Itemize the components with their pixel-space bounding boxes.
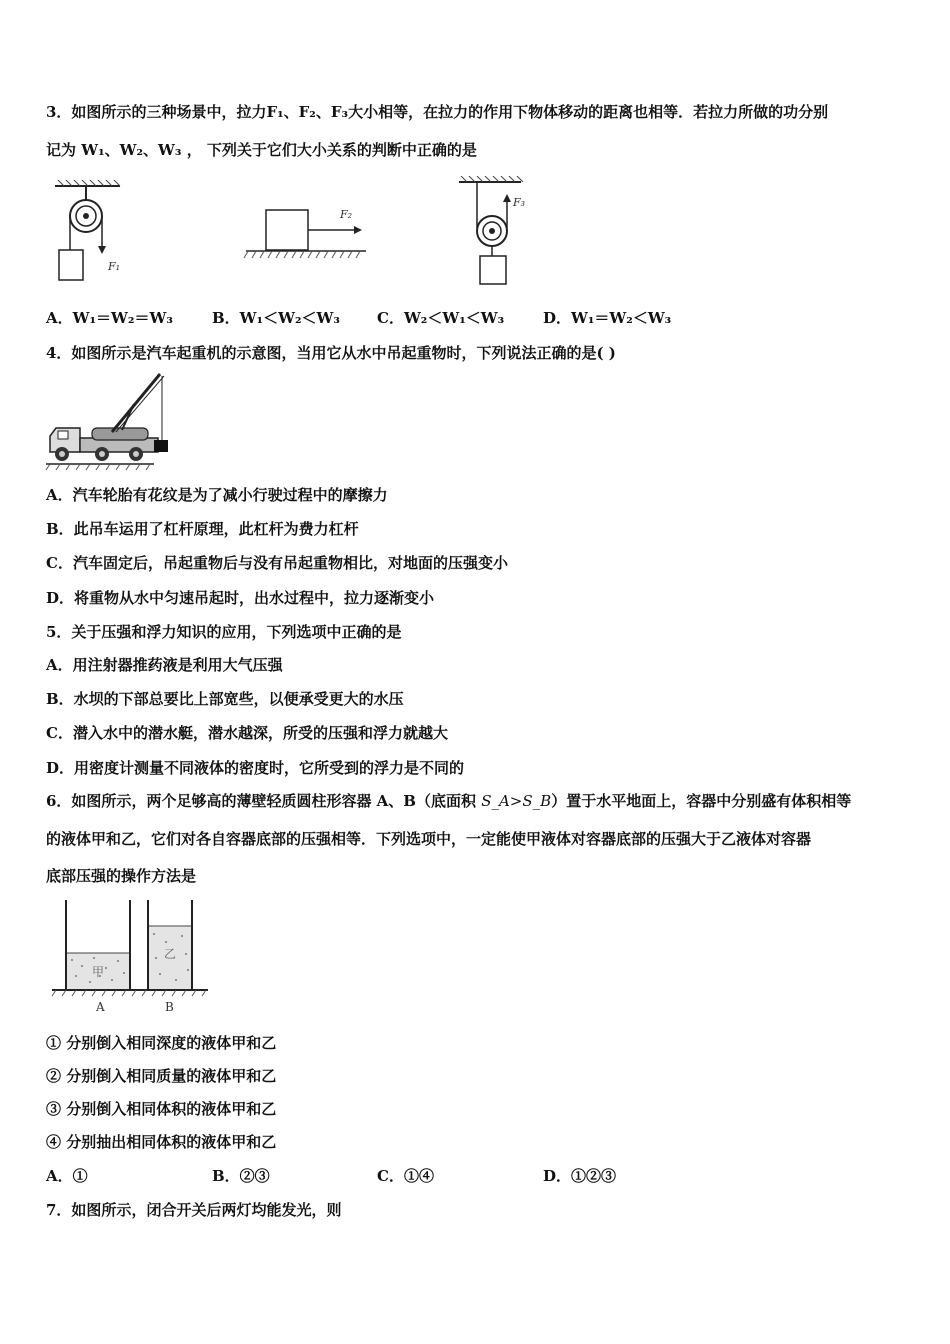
q6-option-b[interactable]: B．②③ — [212, 1167, 270, 1185]
q6-fig-container-b-label: B — [165, 1000, 174, 1014]
q6-fig-containers — [50, 898, 215, 1020]
q4-option-c[interactable]: C．汽车固定后，吊起重物后与没有吊起重物相比，对地面的压强变小 — [46, 554, 508, 572]
q4-stem: 4．如图所示是汽车起重机的示意图，当用它从水中吊起重物时，下列说法正确的是( ) — [46, 344, 616, 362]
q3-fig-block-on-floor — [242, 198, 372, 270]
q6-area-relation: S_A>S_B — [481, 792, 552, 810]
q3-option-d[interactable]: D．W₁＝W₂＜W₃ — [543, 309, 672, 327]
q6-stem-line2: 的液体甲和乙，它们对各自容器底部的压强相等．下列选项中，一定能使甲液体对容器底部的压强大于乙液体对容器 — [46, 830, 812, 848]
q3-option-a[interactable]: A．W₁＝W₂＝W₃ — [46, 309, 173, 327]
q3-fig-movable-pulley — [455, 176, 540, 288]
q3-fig1-label: F₁ — [108, 260, 121, 273]
q4-fig-crane-truck — [44, 370, 174, 474]
q5-option-b[interactable]: B．水坝的下部总要比上部宽些，以便承受更大的水压 — [46, 690, 404, 708]
q6-item-3: ③ 分别倒入相同体积的液体甲和乙 — [46, 1100, 277, 1118]
q6-fig-container-a-label: A — [96, 1000, 105, 1014]
q3-stem-line1: 3．如图所示的三种场景中，拉力F₁、F₂、F₃大小相等，在拉力的作用下物体移动的距离也相等．若拉力所做的功分别 — [46, 103, 829, 121]
q6-option-d[interactable]: D．①②③ — [543, 1167, 617, 1185]
q4-option-b[interactable]: B．此吊车运用了杠杆原理，此杠杆为费力杠杆 — [46, 520, 359, 538]
q3-option-c[interactable]: C．W₂＜W₁＜W₃ — [377, 309, 505, 327]
q5-stem: 5．关于压强和浮力知识的应用，下列选项中正确的是 — [46, 623, 402, 641]
q6-fig-liquid-b-label: 乙 — [164, 947, 177, 961]
q6-item-4: ④ 分别抽出相同体积的液体甲和乙 — [46, 1133, 277, 1151]
q4-option-a[interactable]: A．汽车轮胎有花纹是为了减小行驶过程中的摩擦力 — [46, 486, 388, 504]
q5-option-d[interactable]: D．用密度计测量不同液体的密度时，它所受到的浮力是不同的 — [46, 759, 465, 777]
q6-stem-line1-a: 6．如图所示，两个足够高的薄壁轻质圆柱形容器 A、B（底面积 — [46, 792, 482, 810]
q6-stem-line1 — [46, 791, 851, 811]
q6-fig-liquid-a-label: 甲 — [92, 965, 105, 979]
q6-item-2: ② 分别倒入相同质量的液体甲和乙 — [46, 1067, 277, 1085]
q3-option-b[interactable]: B．W₁＜W₂＜W₃ — [212, 309, 340, 327]
q6-option-c[interactable]: C．①④ — [377, 1167, 434, 1185]
q6-stem-line3: 底部压强的操作方法是 — [46, 867, 197, 885]
q4-option-d[interactable]: D．将重物从水中匀速吊起时，出水过程中，拉力逐渐变小 — [46, 589, 435, 607]
q6-stem-line1-b: ）置于水平地面上，容器中分别盛有体积相等 — [551, 792, 852, 810]
q3-fig2-label: F₂ — [340, 208, 353, 221]
q3-fig-fixed-pulley — [50, 180, 140, 285]
q7-stem: 7．如图所示，闭合开关后两灯均能发光，则 — [46, 1201, 342, 1219]
q6-item-1: ① 分别倒入相同深度的液体甲和乙 — [46, 1034, 277, 1052]
q3-stem-line2: 记为 W₁、W₂、W₃ ， 下列关于它们大小关系的判断中正确的是 — [46, 141, 477, 159]
q5-option-c[interactable]: C．潜入水中的潜水艇，潜水越深，所受的压强和浮力就越大 — [46, 724, 448, 742]
q5-option-a[interactable]: A．用注射器推药液是利用大气压强 — [46, 656, 283, 674]
q6-option-a[interactable]: A．① — [46, 1167, 88, 1185]
q3-fig3-label: F₃ — [513, 196, 526, 209]
